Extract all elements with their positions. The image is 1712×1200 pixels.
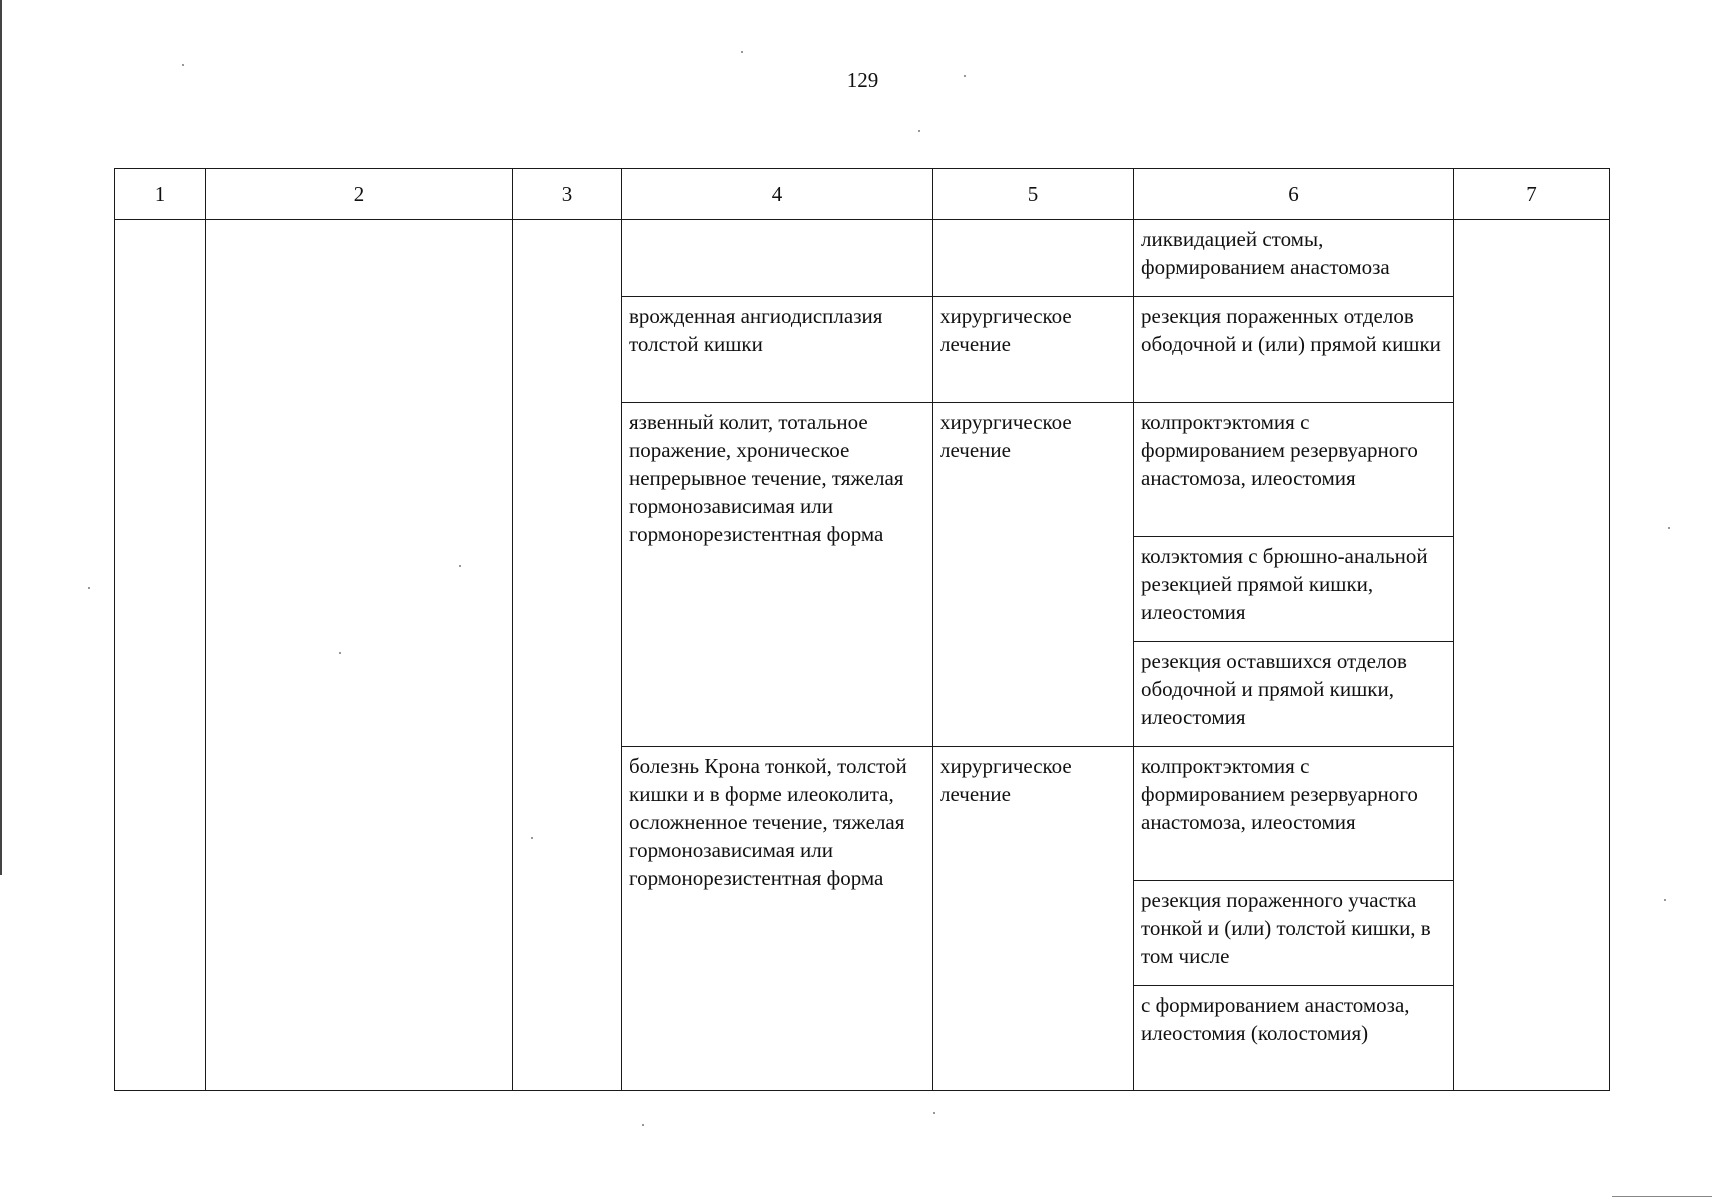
cell-treatment-method: колпроктэктомия с формированием резервуарного анастомоза, илеостомия bbox=[1134, 747, 1454, 881]
column-header: 3 bbox=[513, 169, 622, 220]
scan-speck bbox=[531, 837, 533, 839]
cell-diagnosis: болезнь Крона тонкой, толстой кишки и в форме илеоколита, осложненное течение, тяжелая гормонозависимая или гормонорезистентная форма bbox=[622, 747, 933, 1091]
cell-treatment-method: резекция оставшихся отделов ободочной и прямой кишки, илеостомия bbox=[1134, 642, 1454, 747]
scan-edge-line bbox=[1612, 1196, 1712, 1197]
column-header: 2 bbox=[206, 169, 513, 220]
table-row bbox=[115, 220, 1610, 297]
cell-col1 bbox=[115, 220, 206, 1091]
scan-speck bbox=[1664, 899, 1666, 901]
column-header: 7 bbox=[1454, 169, 1610, 220]
cell-treatment-type: хирургическое лечение bbox=[933, 297, 1134, 403]
scan-speck bbox=[642, 1124, 644, 1126]
column-header: 4 bbox=[622, 169, 933, 220]
cell-diagnosis: язвенный колит, тотальное поражение, хроническое непрерывное течение, тяжелая гормонозависимая или гормонорезистентная форма bbox=[622, 403, 933, 747]
scan-speck bbox=[88, 587, 90, 589]
scan-speck bbox=[339, 652, 341, 654]
cell-treatment-method: колэктомия с брюшно-анальной резекцией прямой кишки, илеостомия bbox=[1134, 537, 1454, 642]
cell-treatment-method: резекция пораженных отделов ободочной и (или) прямой кишки bbox=[1134, 297, 1454, 403]
scan-speck bbox=[182, 64, 184, 66]
scan-speck bbox=[964, 75, 966, 77]
cell-diagnosis: врожденная ангиодисплазия толстой кишки bbox=[622, 297, 933, 403]
cell-col3 bbox=[513, 220, 622, 1091]
cell-treatment-method: ликвидацией стомы, формированием анастомоза bbox=[1134, 220, 1454, 297]
column-header: 1 bbox=[115, 169, 206, 220]
page-number: 129 bbox=[846, 68, 879, 92]
header-row bbox=[115, 169, 1610, 220]
page-edge-line bbox=[0, 0, 2, 875]
scan-speck bbox=[459, 565, 461, 567]
cell-treatment-type: хирургическое лечение bbox=[933, 747, 1134, 1091]
cell-diagnosis bbox=[622, 220, 933, 297]
cell-treatment-method: с формированием анастомоза, илеостомия (колостомия) bbox=[1134, 986, 1454, 1091]
procedures-table bbox=[114, 168, 1610, 1091]
scan-speck bbox=[1668, 527, 1670, 529]
cell-col7 bbox=[1454, 220, 1610, 1091]
column-header: 6 bbox=[1134, 169, 1454, 220]
cell-col2 bbox=[206, 220, 513, 1091]
scan-speck bbox=[741, 51, 743, 53]
scan-speck bbox=[933, 1112, 935, 1114]
cell-treatment-type: хирургическое лечение bbox=[933, 403, 1134, 747]
scan-speck bbox=[918, 130, 920, 132]
column-header: 5 bbox=[933, 169, 1134, 220]
cell-treatment-method: резекция пораженного участка тонкой и (или) толстой кишки, в том числе bbox=[1134, 881, 1454, 986]
cell-treatment-type bbox=[933, 220, 1134, 297]
cell-treatment-method: колпроктэктомия с формированием резервуарного анастомоза, илеостомия bbox=[1134, 403, 1454, 537]
